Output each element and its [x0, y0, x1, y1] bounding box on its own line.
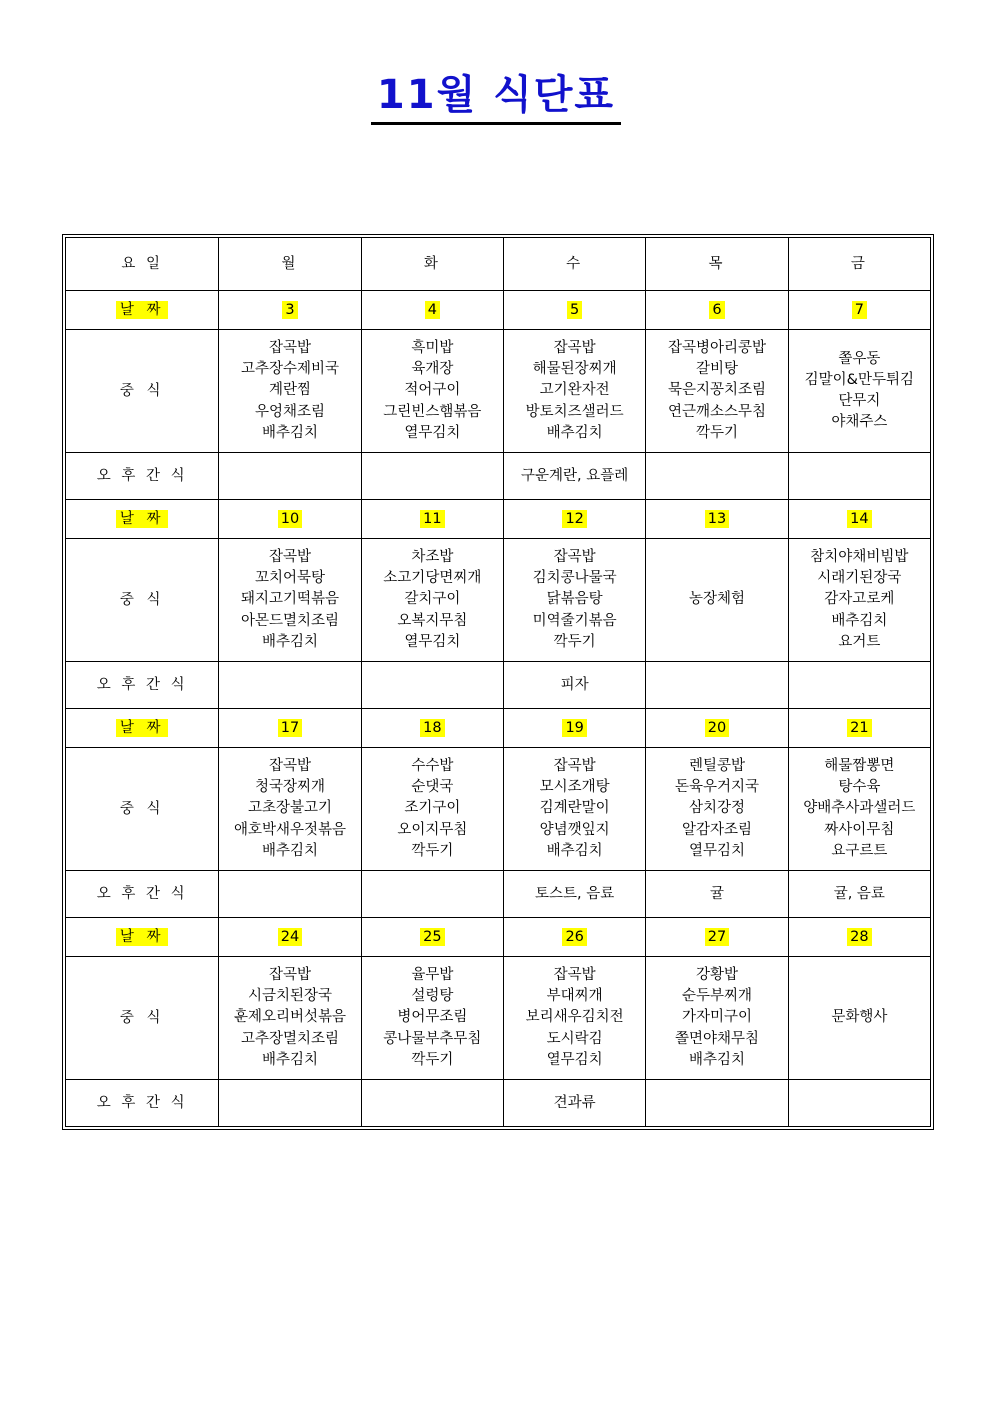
menu-item: 깍두기: [411, 1051, 454, 1068]
date-cell: [504, 500, 646, 539]
menu-item: 소고기당면찌개: [383, 570, 482, 587]
snack-cell: [788, 662, 930, 709]
menu-item: 잡곡병아리콩밥: [667, 340, 767, 357]
row-label-date: [66, 918, 219, 957]
page-title: 11월 식단표: [371, 72, 621, 125]
menu-item: 김치콩나물국: [532, 570, 617, 587]
header-cell-fri: 금: [788, 238, 930, 291]
menu-item: 조기구이: [404, 800, 461, 817]
menu-item: 짜사이무침: [824, 821, 895, 838]
lunch-cell: [646, 748, 788, 871]
row-label-date: [66, 291, 219, 330]
lunch-cell: [788, 539, 930, 662]
date-cell: [361, 709, 503, 748]
date-cell: [504, 709, 646, 748]
row-label-date: [66, 500, 219, 539]
menu-item: 시금치된장국: [247, 988, 333, 1005]
snack-cell: [361, 871, 503, 918]
menu-item: 삼치강정: [688, 800, 745, 817]
menu-item: 콩나물부추무침: [383, 1030, 482, 1047]
row-label-lunch: 중 식: [66, 539, 219, 662]
menu-item: 열무김치: [404, 424, 461, 441]
menu-item: 잡곡밥: [268, 758, 312, 775]
date-value: 4: [425, 301, 440, 319]
header-cell-tue: 화: [361, 238, 503, 291]
menu-item: 배추김치: [546, 424, 603, 441]
menu-item: 렌틸콩밥: [688, 758, 745, 775]
menu-item: 잡곡밥: [553, 340, 596, 357]
date-value: 7: [852, 301, 867, 319]
menu-item: 김말이&만두튀김: [804, 371, 914, 388]
menu-item: 배추김치: [261, 1051, 319, 1068]
lunch-cell: [219, 539, 361, 662]
menu-table-body: [66, 238, 931, 1127]
lunch-row: [66, 957, 931, 1080]
menu-item: 알감자조림: [681, 821, 753, 838]
lunch-cell: [361, 748, 503, 871]
menu-item: 오이지무침: [397, 821, 468, 838]
menu-item: 우엉채조림: [254, 403, 326, 420]
menu-item: 방토치즈샐러드: [525, 403, 624, 420]
snack-row: [66, 662, 931, 709]
date-row: [66, 291, 931, 330]
date-value: 19: [562, 719, 586, 737]
snack-cell: [788, 1080, 930, 1127]
menu-item: 김계란말이: [539, 800, 610, 817]
date-row: [66, 918, 931, 957]
menu-item: 배추김치: [831, 612, 888, 629]
lunch-cell: [361, 957, 503, 1080]
title-area: [0, 0, 992, 125]
menu-item: 설렁탕: [411, 988, 454, 1005]
menu-item: 잡곡밥: [553, 549, 596, 566]
snack-cell: 귤: [646, 871, 788, 918]
menu-item: 해물짬뽕면: [824, 758, 895, 775]
row-label-lunch: 중 식: [66, 330, 219, 453]
menu-item: 흑미밥: [411, 340, 454, 357]
date-value: 26: [562, 928, 586, 946]
menu-item: 배추김치: [261, 633, 319, 650]
lunch-row: [66, 539, 931, 662]
menu-table-frame: [62, 234, 934, 1130]
menu-item: 미역줄기볶음: [532, 612, 617, 629]
date-row: [66, 500, 931, 539]
menu-item: 강황밥: [695, 967, 738, 984]
menu-item: 참치야채비빔밥: [810, 549, 909, 566]
menu-item: 애호박새우젓볶음: [233, 821, 347, 838]
snack-cell: 토스트, 음료: [504, 871, 646, 918]
row-label-snack: 오 후 간 식: [66, 871, 219, 918]
date-value: 14: [847, 510, 871, 528]
menu-item: 요거트: [838, 633, 881, 650]
date-label-highlight: 날 짜: [116, 301, 169, 319]
date-cell: [219, 291, 361, 330]
menu-item: 잡곡밥: [268, 340, 312, 357]
date-cell: [361, 291, 503, 330]
snack-cell: [361, 662, 503, 709]
lunch-cell: [646, 957, 788, 1080]
date-value: 3: [282, 301, 297, 319]
date-cell: [646, 291, 788, 330]
date-label-highlight: 날 짜: [116, 719, 169, 737]
menu-item: 단무지: [838, 393, 881, 409]
date-value: 20: [705, 719, 729, 737]
date-cell: [361, 500, 503, 539]
menu-item: 계란찜: [268, 382, 312, 399]
menu-item: 청국장찌개: [254, 779, 326, 796]
menu-item: 쫄우동: [838, 350, 881, 367]
date-value: 17: [278, 719, 302, 737]
date-cell: [788, 918, 930, 957]
snack-cell: [219, 662, 361, 709]
date-value: 25: [420, 928, 444, 946]
date-cell: [504, 918, 646, 957]
menu-item: 갈치구이: [404, 591, 461, 608]
menu-item: 배추김치: [688, 1051, 745, 1068]
menu-item: 고기완자전: [539, 382, 610, 399]
menu-item: 깍두기: [695, 424, 738, 441]
menu-item: 묵은지꽁치조림: [667, 382, 767, 399]
menu-item: 육개장: [411, 361, 454, 378]
lunch-cell: [504, 539, 646, 662]
menu-item: 깍두기: [553, 633, 596, 650]
lunch-cell: [361, 330, 503, 453]
snack-row: [66, 453, 931, 500]
date-value: 21: [847, 719, 871, 737]
header-cell-wed: 수: [504, 238, 646, 291]
date-cell: [504, 291, 646, 330]
menu-item: 연근깨소스무침: [667, 403, 767, 420]
date-cell: [788, 291, 930, 330]
menu-item: 돼지고기떡볶음: [240, 591, 340, 608]
date-value: 24: [278, 928, 302, 946]
lunch-cell: [788, 748, 930, 871]
snack-row: [66, 1080, 931, 1127]
menu-item: 문화행사: [831, 1009, 888, 1026]
snack-cell: 견과류: [504, 1080, 646, 1127]
date-value: 28: [847, 928, 871, 946]
lunch-row: [66, 330, 931, 453]
menu-item: 고초장불고기: [247, 800, 333, 817]
lunch-cell: [219, 330, 361, 453]
menu-item: 그린빈스햄볶음: [383, 403, 482, 420]
menu-item: 부대찌개: [546, 988, 603, 1005]
menu-item: 열무김치: [688, 842, 745, 859]
menu-item: 돈육우거지국: [674, 779, 760, 796]
lunch-cell: [788, 957, 930, 1080]
date-value: 27: [705, 928, 729, 946]
menu-item: 농장체험: [688, 591, 745, 608]
menu-item: 차조밥: [411, 549, 454, 566]
snack-cell: [646, 662, 788, 709]
menu-item: 요구르트: [831, 842, 888, 859]
lunch-cell: [646, 539, 788, 662]
menu-item: 병어무조림: [397, 1009, 468, 1026]
snack-cell: [646, 1080, 788, 1127]
row-label-date: [66, 709, 219, 748]
menu-item: 수수밥: [411, 758, 454, 775]
menu-item: 아몬드멸치조림: [240, 612, 340, 629]
row-label-lunch: 중 식: [66, 748, 219, 871]
menu-item: 율무밥: [411, 967, 454, 984]
lunch-cell: [219, 748, 361, 871]
date-cell: [646, 709, 788, 748]
snack-cell: [219, 453, 361, 500]
date-cell: [361, 918, 503, 957]
header-cell-thu: 목: [646, 238, 788, 291]
menu-item: 꼬치어묵탕: [254, 570, 326, 587]
menu-item: 시래기된장국: [817, 570, 902, 587]
lunch-cell: [219, 957, 361, 1080]
menu-item: 적어구이: [404, 382, 461, 399]
monthly-menu-table: [65, 237, 931, 1127]
menu-item: 배추김치: [546, 842, 603, 859]
menu-item: 탕수육: [838, 779, 881, 796]
menu-item: 잡곡밥: [553, 758, 596, 775]
date-label-highlight: 날 짜: [116, 928, 169, 946]
date-cell: [646, 918, 788, 957]
menu-item: 순댓국: [411, 779, 454, 796]
menu-item: 순두부찌개: [681, 988, 753, 1005]
menu-item: 감자고로케: [824, 591, 895, 608]
snack-cell: 귤, 음료: [788, 871, 930, 918]
menu-item: 해물된장찌개: [532, 361, 617, 378]
snack-cell: [219, 1080, 361, 1127]
menu-item: 닭볶음탕: [546, 591, 603, 608]
date-value: 13: [705, 510, 729, 528]
lunch-row: [66, 748, 931, 871]
menu-item: 고추장수제비국: [240, 361, 340, 378]
date-cell: [788, 500, 930, 539]
snack-cell: 피자: [504, 662, 646, 709]
date-value: 10: [278, 510, 302, 528]
menu-item: 고추장멸치조림: [240, 1030, 340, 1047]
row-label-snack: 오 후 간 식: [66, 662, 219, 709]
menu-item: 잡곡밥: [268, 967, 312, 984]
date-value: 6: [709, 301, 724, 319]
lunch-cell: [504, 748, 646, 871]
lunch-cell: [788, 330, 930, 453]
snack-cell: [219, 871, 361, 918]
menu-item: 갈비탕: [695, 361, 738, 378]
date-cell: [788, 709, 930, 748]
menu-item: 도시락김: [546, 1030, 603, 1047]
date-row: [66, 709, 931, 748]
header-cell-weekday: 요 일: [66, 238, 219, 291]
snack-row: [66, 871, 931, 918]
menu-item: 열무김치: [404, 633, 461, 650]
menu-item: 열무김치: [546, 1051, 603, 1068]
date-value: 18: [420, 719, 444, 737]
menu-item: 깍두기: [411, 842, 454, 859]
snack-cell: [646, 453, 788, 500]
menu-item: 훈제오리버섯볶음: [233, 1009, 347, 1026]
table-header-row: [66, 238, 931, 291]
menu-item: 오복지무침: [397, 612, 468, 629]
date-cell: [219, 500, 361, 539]
date-cell: [219, 918, 361, 957]
row-label-lunch: 중 식: [66, 957, 219, 1080]
menu-item: 배추김치: [261, 842, 319, 859]
menu-item: 잡곡밥: [268, 549, 312, 566]
menu-item: 야채주스: [831, 414, 888, 431]
lunch-cell: [361, 539, 503, 662]
row-label-snack: 오 후 간 식: [66, 1080, 219, 1127]
menu-item: 가자미구이: [681, 1009, 753, 1026]
menu-item: 양배추사과샐러드: [803, 800, 916, 817]
date-value: 12: [562, 510, 586, 528]
row-label-snack: 오 후 간 식: [66, 453, 219, 500]
menu-item: 쫄면야채무침: [674, 1030, 760, 1047]
menu-item: 모시조개탕: [539, 779, 610, 796]
date-cell: [646, 500, 788, 539]
menu-item: 보리새우김치전: [525, 1009, 624, 1026]
snack-cell: [361, 453, 503, 500]
lunch-cell: [504, 330, 646, 453]
date-label-highlight: 날 짜: [116, 510, 169, 528]
menu-item: 잡곡밥: [553, 967, 596, 984]
date-value: 5: [567, 301, 582, 319]
lunch-cell: [646, 330, 788, 453]
snack-cell: 구운계란, 요플레: [504, 453, 646, 500]
menu-item: 배추김치: [261, 424, 319, 441]
snack-cell: [361, 1080, 503, 1127]
date-value: 11: [420, 510, 444, 528]
menu-item: 양념깻잎지: [539, 821, 610, 838]
lunch-cell: [504, 957, 646, 1080]
snack-cell: [788, 453, 930, 500]
date-cell: [219, 709, 361, 748]
header-cell-mon: 월: [219, 238, 361, 291]
